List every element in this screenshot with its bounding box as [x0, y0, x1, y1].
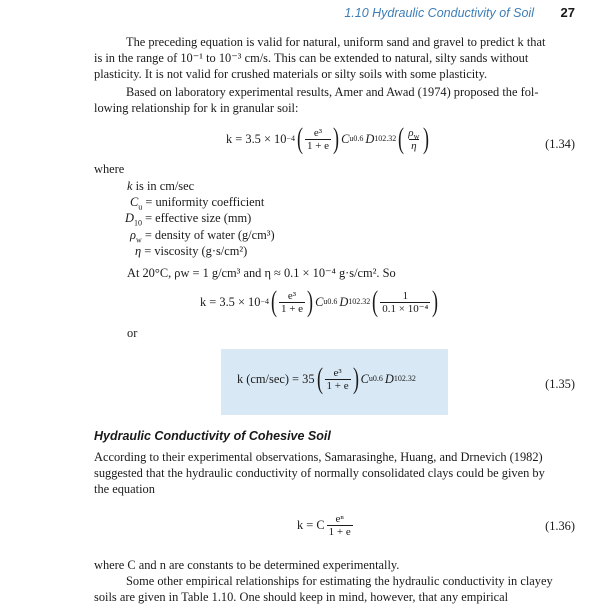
equation-1-36: k = C $\frac{\text{eⁿ}}{1 + e}$	[297, 513, 351, 538]
fraction-denominator: η	[411, 139, 417, 152]
paragraph-1	[94, 34, 574, 83]
page-number: 27	[560, 5, 575, 20]
definition-row: k is in cm/sec	[127, 179, 195, 193]
definition-row: $C_u$ = uniformity coefficient	[130, 195, 265, 212]
text-line: The preceding equation is valid for natural, uniform sand and gravel to predict k that	[126, 35, 546, 49]
text-line: Some other empirical relationships for estimating the hydraulic conductivity in clayey	[126, 574, 553, 589]
equation-number: (1.34)	[545, 137, 575, 151]
right-paren: )	[423, 122, 430, 155]
equation-substituted: k = 3.5 × 10 −4 ( $\frac{\text{e³}}{1 + e}$ ) C u 0.6 D 10 2.32 ( $\frac{1}{\text{0.1 × 10⁻⁴}}$ )	[200, 285, 439, 318]
text-line: According to their experimental observations, Samarasinghe, Huang, and Drnevich (1982)	[94, 450, 543, 464]
left-paren: (	[296, 122, 303, 155]
variable-definitions	[127, 178, 275, 259]
equation-number: (1.35)	[545, 377, 575, 391]
density-viscosity-fraction	[406, 127, 421, 152]
text-line: lowing relationship for k in granular soil:	[94, 101, 299, 116]
left-paren: (	[398, 122, 405, 155]
paragraph-4	[94, 557, 574, 606]
text-line: soils are given in Table 1.10. One should keep in mind, however, that any empirical	[94, 590, 509, 605]
text-line: is in the range of 10⁻¹ to 10⁻³ cm/s. This can be extended to natural, silty sands without	[94, 51, 529, 66]
fraction-numerator: $\rho_w$	[408, 126, 420, 141]
conditions-text: At 20°C, ρw = 1 g/cm³ and η ≈ 0.1 × 10⁻⁴ g·s/cm². So	[127, 266, 396, 280]
d10-symbol: D	[365, 131, 375, 146]
equation-number: (1.36)	[545, 519, 575, 533]
eq-lhs: k = 3.5 × 10	[226, 131, 287, 146]
definition-row: η = viscosity (g·s/cm²)	[135, 243, 248, 258]
equation-1-35: k (cm/sec) = 35 ( $\frac{\text{e³}}{1 + e}$ ) C u 0.6 D 10 2.32	[237, 362, 416, 395]
section-header-title: 1.10 Hydraulic Conductivity of Soil	[344, 6, 534, 20]
void-ratio-fraction: $\frac{\text{eⁿ}}{1 + e}$	[328, 513, 351, 538]
text-line: plasticity. It is not valid for crushed materials or silty soils with some plasticity.	[94, 67, 488, 82]
text-line: Based on laboratory experimental results, Amer and Awad (1974) proposed the fol-	[126, 85, 539, 99]
cu-symbol: C	[341, 131, 350, 146]
paragraph-3	[94, 449, 574, 498]
definition-row: $D_{10}$ = effective size (mm)	[125, 211, 252, 228]
fraction-numerator: e³	[313, 126, 323, 139]
text-line: suggested that the hydraulic conductivity of normally consolidated clays could be given by	[94, 466, 545, 481]
or-label: or	[127, 326, 138, 340]
where-label: where	[94, 162, 125, 176]
equation-1-34: k = 3.5 × 10 −4 ( $\frac{\text{e³}}{1 + e}$ ) C u 0.6 D 10 2.32 ( $\frac{\rho_w}{\eta}$ )	[226, 122, 430, 155]
void-ratio-fraction	[305, 127, 331, 152]
definition-row: $\rho_w$ = density of water (g/cm³)	[130, 227, 275, 245]
section-subheading: Hydraulic Conductivity of Cohesive Soil	[94, 429, 331, 443]
numeric-fraction: $\frac{1}{\text{0.1 × 10⁻⁴}}$	[382, 289, 429, 315]
fraction-denominator: 1 + e	[306, 139, 330, 152]
void-ratio-fraction: $\frac{\text{e³}}{1 + e}$	[326, 366, 349, 392]
right-paren: )	[333, 122, 340, 155]
paragraph-2	[94, 84, 574, 116]
text-line: the equation	[94, 482, 155, 497]
void-ratio-fraction: $\frac{\text{e³}}{1 + e}$	[280, 289, 304, 315]
text-line: where C and n are constants to be determined experimentally.	[94, 558, 400, 572]
